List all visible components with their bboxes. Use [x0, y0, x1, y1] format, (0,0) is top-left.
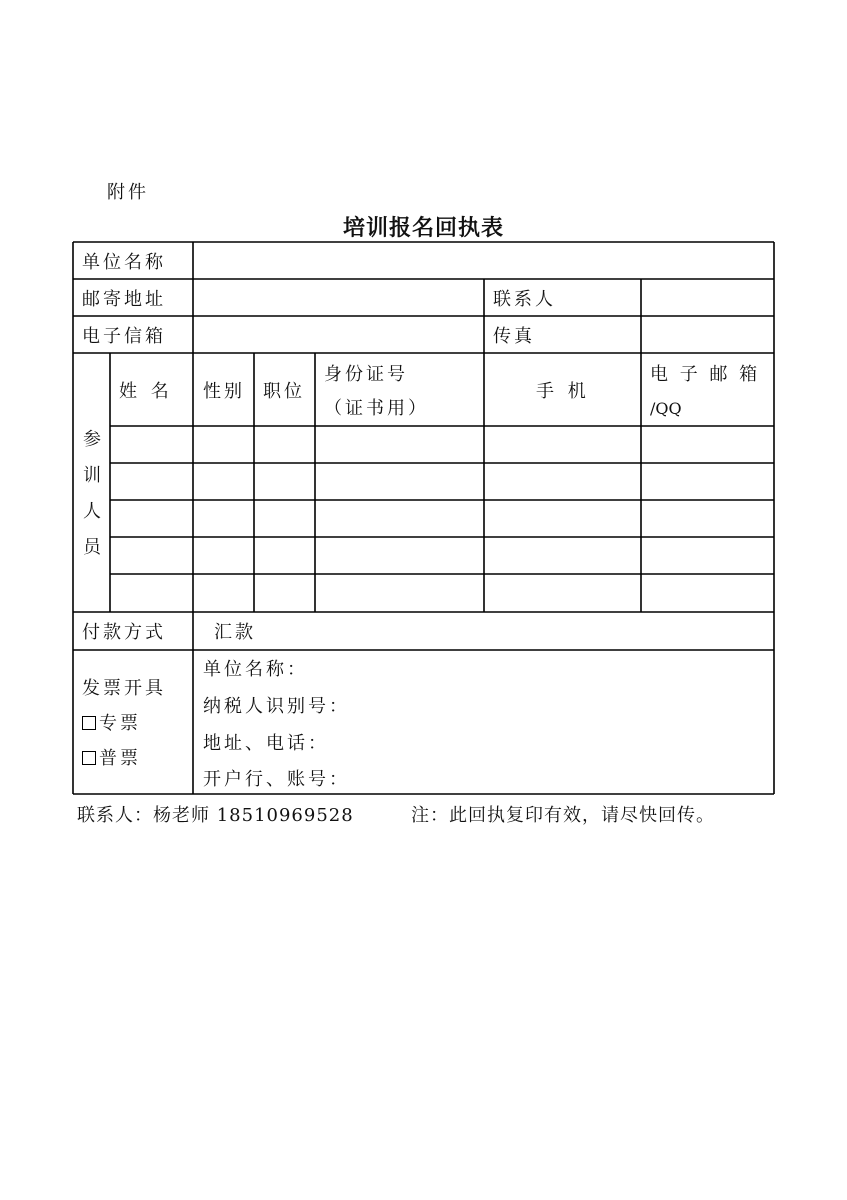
participants-char: 人	[83, 501, 101, 522]
mail-address-label: 邮寄地址	[82, 289, 166, 310]
participants-char: 参	[83, 429, 101, 450]
form-title: 培训报名回执表	[342, 215, 504, 241]
col-name-header: 姓 名	[119, 381, 173, 402]
checkbox-icon[interactable]	[82, 751, 96, 765]
payment-value: 汇款	[214, 622, 256, 643]
unit-name-label: 单位名称	[82, 252, 166, 273]
invoice-option-general[interactable]	[82, 748, 141, 770]
invoice-option-special[interactable]	[82, 713, 141, 735]
col-position-header: 职位	[263, 381, 305, 402]
invoice-label: 发票开具	[82, 678, 166, 699]
email-label: 电子信箱	[82, 326, 166, 347]
invoice-field-tax-id: 纳税人识别号：	[203, 696, 350, 717]
invoice-option-label: 普票	[99, 748, 141, 769]
col-mobile-header: 手 机	[536, 381, 590, 402]
attachment-label: 附件	[107, 182, 149, 203]
payment-label: 付款方式	[82, 622, 166, 643]
invoice-field-bank-account: 开户行、账号：	[203, 769, 350, 790]
footer-contact: 联系人：杨老师 18510969528	[77, 805, 354, 826]
invoice-option-label: 专票	[99, 713, 141, 734]
participants-char: 训	[83, 465, 101, 486]
footer-note: 注：此回执复印有效，请尽快回传。	[411, 805, 715, 826]
col-id-header: 身份证号	[324, 364, 408, 385]
col-email-header: 电 子 邮 箱	[650, 364, 761, 385]
participants-label	[82, 422, 102, 566]
col-gender-header: 性别	[203, 381, 245, 402]
contact-label: 联系人	[493, 289, 556, 310]
col-email-subheader: /QQ	[650, 399, 682, 418]
checkbox-icon[interactable]	[82, 716, 96, 730]
participants-char: 员	[83, 537, 101, 558]
invoice-field-unit-name: 单位名称：	[203, 659, 308, 680]
col-id-subheader: （证书用）	[324, 398, 429, 419]
invoice-field-address-phone: 地址、电话：	[203, 733, 329, 754]
fax-label: 传真	[493, 326, 535, 347]
